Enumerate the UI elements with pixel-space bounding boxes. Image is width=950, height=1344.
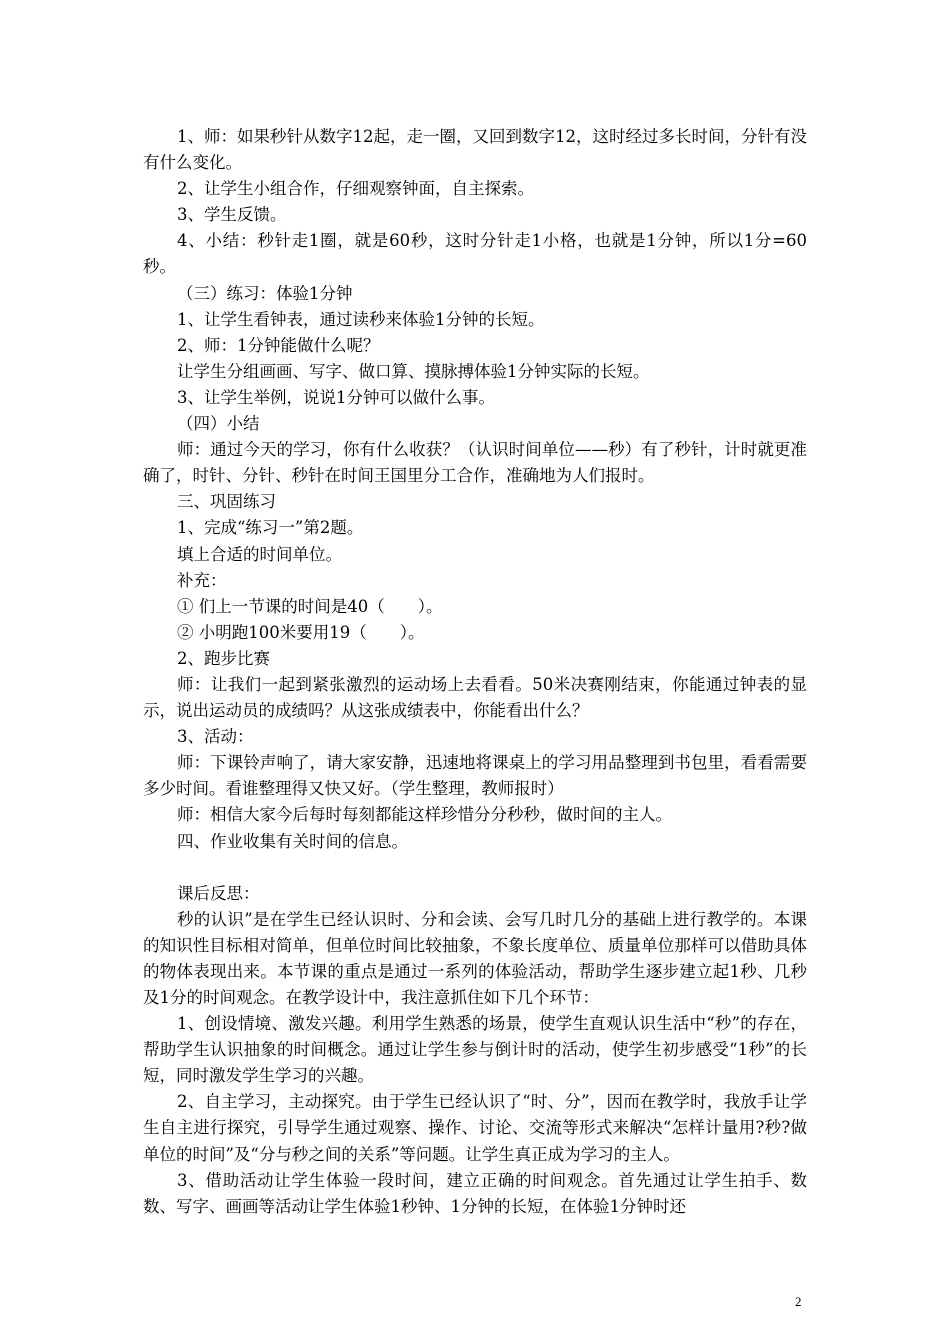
paragraph: 补充： bbox=[177, 570, 227, 590]
body-text bbox=[143, 124, 807, 1220]
paragraph: 2、让学生小组合作，仔细观察钟面，自主探索。 bbox=[177, 179, 534, 199]
paragraph: 3、活动： bbox=[177, 727, 254, 747]
paragraph: 填上合适的时间单位。 bbox=[177, 544, 342, 564]
section-heading: （三）练习：体验1分钟 bbox=[177, 283, 353, 303]
page-number: 2 bbox=[795, 1294, 802, 1309]
paragraph: 1、师：如果秒针从数字12起，走一圈，又回到数字12，这时经过多长时间，分针有没有什么变化。 bbox=[143, 127, 807, 173]
paragraph: 2、师：1分钟能做什么呢？ bbox=[177, 335, 380, 355]
paragraph: 2、跑步比赛 bbox=[177, 648, 270, 668]
blank-line bbox=[143, 855, 807, 881]
paragraph: 3、学生反馈。 bbox=[177, 205, 287, 225]
exercise-item: ① 们上一节课的时间是40（ ）。 bbox=[177, 596, 443, 616]
paragraph: 秒的认识”是在学生已经认识时、分和会读、会写几时几分的基础上进行教学的。本课的知识性目标相对简单，但单位时间比较抽象，不象长度单位、质量单位那样可以借助具体的物体表现出来。本节课的重点是通过一系列的体验活动，帮助学生逐步建立起1秒、几秒及1分的时间观念。在教学设计中，我注意抓住如下几个环节： bbox=[143, 909, 807, 1007]
section-heading: （四）小结 bbox=[177, 414, 260, 434]
paragraph: 3、让学生举例，说说1分钟可以做什么事。 bbox=[177, 387, 495, 407]
paragraph: 师：通过今天的学习，你有什么收获？（认识时间单位——秒）有了秒针，计时就更准确了，时针、分针、秒针在时间王国里分工合作，准确地为人们报时。 bbox=[143, 440, 807, 486]
paragraph: 1、完成“练习一”第2题。 bbox=[177, 518, 364, 538]
paragraph: 师：下课铃声响了，请大家安静，迅速地将课桌上的学习用品整理到书包里，看看需要多少时间。看谁整理得又快又好。（学生整理，教师报时） bbox=[143, 753, 807, 799]
paragraph: 3、借助活动让学生体验一段时间，建立正确的时间观念。首先通过让学生拍手、数数、写字、画画等活动让学生体验1秒钟、1分钟的长短，在体验1分钟时还 bbox=[143, 1170, 807, 1216]
paragraph: 2、自主学习，主动探究。由于学生已经认识了“时、分”，因而在教学时，我放手让学生自主进行探究，引导学生通过观察、操作、讨论、交流等形式来解决“怎样计量用?秒?做单位的时间”及“分与秒之间的关系”等问题。让学生真正成为学习的主人。 bbox=[143, 1092, 807, 1164]
paragraph: 1、创设情境、激发兴趣。利用学生熟悉的场景，使学生直观认识生活中“秒”的存在，帮助学生认识抽象的时间概念。通过让学生参与倒计时的活动，使学生初步感受“1秒”的长短，同时激发学生学习的兴趣。 bbox=[143, 1014, 807, 1086]
reflection-heading: 课后反思： bbox=[177, 883, 260, 903]
paragraph: 师：让我们一起到紧张激烈的运动场上去看看。50米决赛刚结束，你能通过钟表的显示，说出运动员的成绩吗？从这张成绩表中，你能看出什么？ bbox=[143, 674, 807, 721]
section-heading: 三、巩固练习 bbox=[177, 492, 276, 512]
paragraph: 让学生分组画画、写字、做口算、摸脉搏体验1分钟实际的长短。 bbox=[177, 361, 650, 381]
paragraph: 师：相信大家今后每时每刻都能这样珍惜分分秒秒，做时间的主人。 bbox=[177, 805, 672, 825]
paragraph: 4、小结：秒针走1圈，就是60秒，这时分针走1小格，也就是1分钟，所以1分=60秒。 bbox=[143, 231, 807, 277]
paragraph: 1、让学生看钟表，通过读秒来体验1分钟的长短。 bbox=[177, 309, 545, 329]
exercise-item: ② 小明跑100米要用19（ ）。 bbox=[177, 622, 425, 642]
section-heading: 四、作业收集有关时间的信息。 bbox=[177, 831, 408, 851]
